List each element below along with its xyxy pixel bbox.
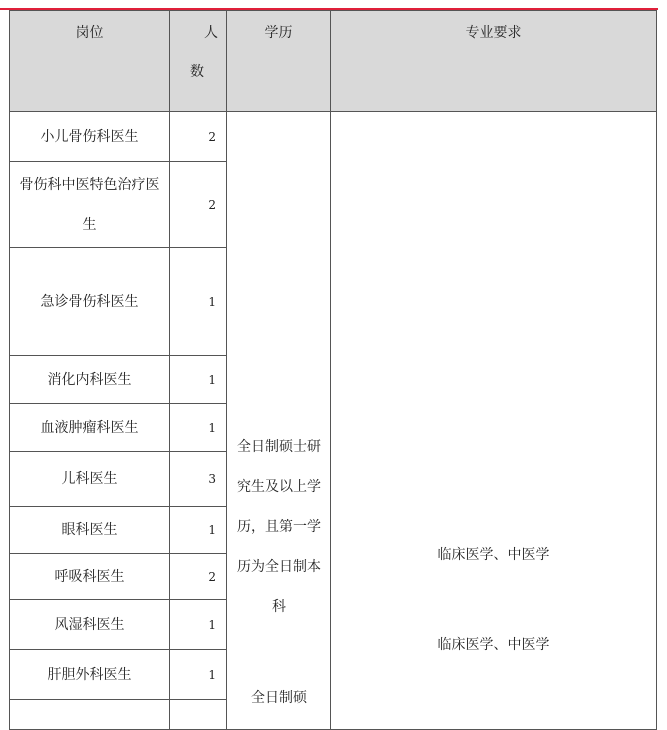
count-cell <box>170 700 227 730</box>
position-cell: 风湿科医生 <box>10 600 170 650</box>
count-cell: 1 <box>170 600 227 650</box>
position-cell: 眼科医生 <box>10 507 170 554</box>
position-cell: 儿科医生 <box>10 452 170 507</box>
position-cell: 骨伤科中医特色治疗医生 <box>10 162 170 248</box>
header-education: 学历 <box>227 11 331 112</box>
position-cell: 肝胆外科医生 <box>10 650 170 700</box>
header-count-line1: 人 <box>204 25 218 41</box>
count-cell: 1 <box>170 356 227 404</box>
count-cell: 1 <box>170 248 227 356</box>
table-header-row <box>10 11 657 112</box>
count-cell: 1 <box>170 404 227 452</box>
count-cell: 3 <box>170 452 227 507</box>
header-requirement: 专业要求 <box>331 11 657 112</box>
count-cell: 2 <box>170 554 227 600</box>
education-text-2: 全日制硕 <box>251 690 307 706</box>
position-cell: 呼吸科医生 <box>10 554 170 600</box>
count-cell: 2 <box>170 162 227 248</box>
position-cell: 急诊骨伤科医生 <box>10 248 170 356</box>
position-cell: 血液肿瘤科医生 <box>10 404 170 452</box>
count-cell: 1 <box>170 507 227 554</box>
requirement-text-2: 临床医学、中医学 <box>437 637 550 653</box>
education-cell <box>227 112 331 730</box>
position-cell <box>10 700 170 730</box>
recruitment-table <box>9 10 657 730</box>
count-cell: 1 <box>170 650 227 700</box>
count-cell: 2 <box>170 112 227 162</box>
header-count-line2: 数 <box>190 64 204 80</box>
header-count <box>170 11 227 112</box>
position-cell: 小儿骨伤科医生 <box>10 112 170 162</box>
requirement-cell <box>331 112 657 730</box>
header-position: 岗位 <box>10 11 170 112</box>
requirement-text-1: 临床医学、中医学 <box>437 547 550 563</box>
education-text-1: 全日制硕士研究生及以上学历，且第一学历为全日制本科 <box>237 439 321 615</box>
position-cell: 消化内科医生 <box>10 356 170 404</box>
table-row <box>10 112 657 162</box>
